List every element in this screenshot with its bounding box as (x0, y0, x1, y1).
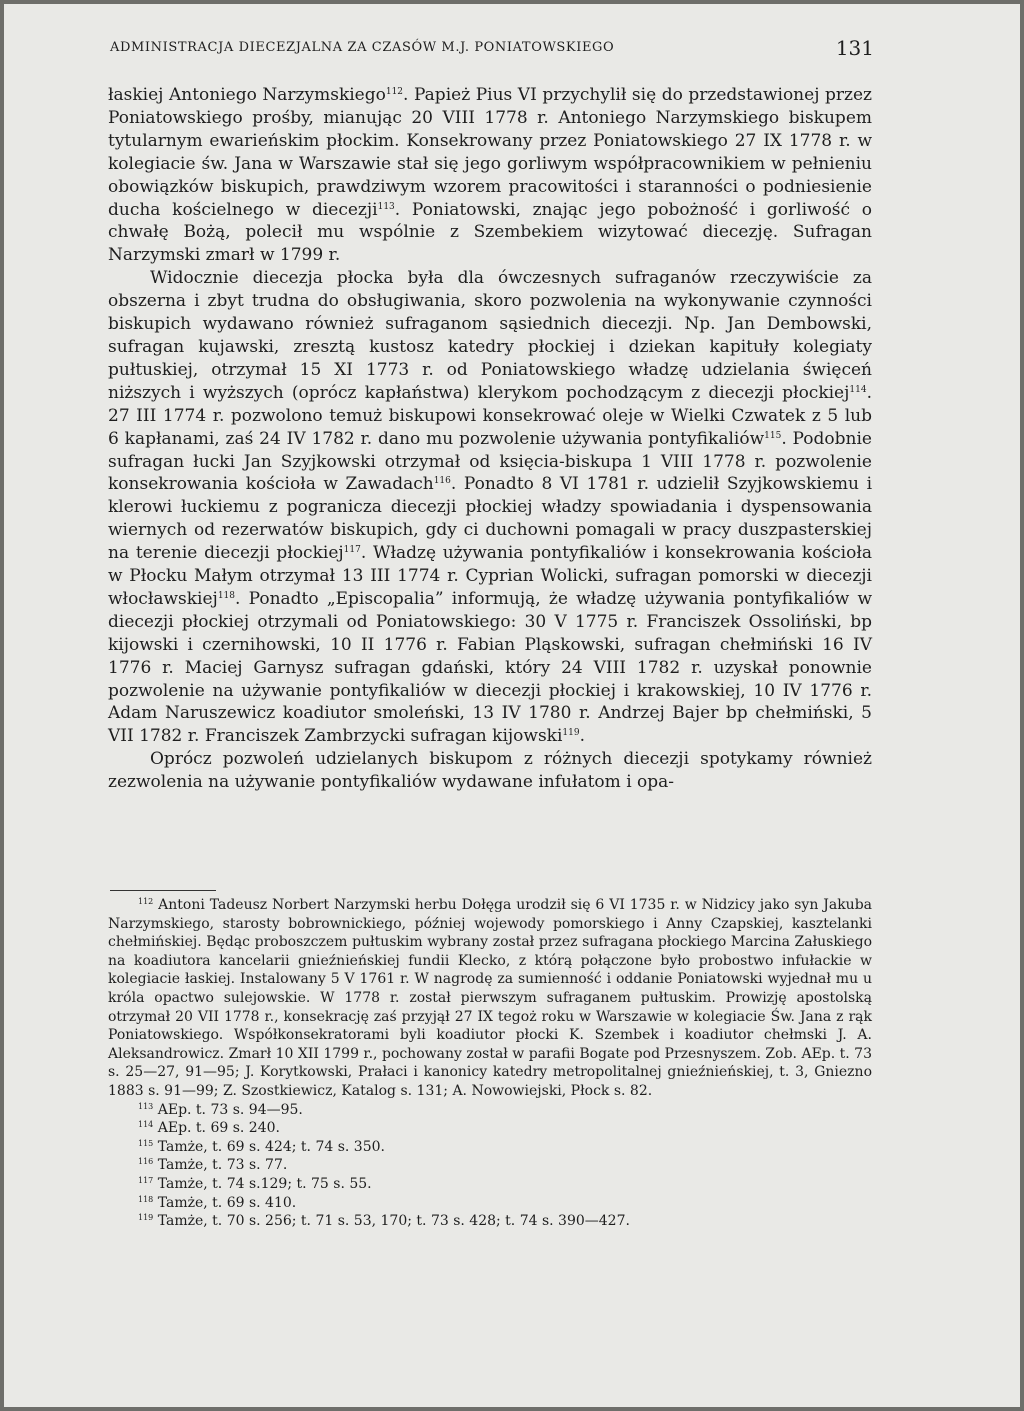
footnote-112 (108, 896, 872, 1101)
footnote-118 (108, 1194, 872, 1213)
footnote-116 (108, 1156, 872, 1175)
footnote-ref-119[interactable]: 119 (562, 728, 580, 739)
footnote-number: 115 (138, 1138, 154, 1148)
footnote-ref-118[interactable]: 118 (217, 590, 235, 601)
body-text (108, 84, 872, 794)
paragraph-2-text-c: . Podobnie sufragan łucki Jan Szyjkowski otrzymał od księcia-biskupa 1 VIII 1778 r. pozwolenie konsekrowania kościoła w Zawadach (108, 428, 872, 495)
footnote-number: 114 (138, 1120, 154, 1130)
paragraph-1 (108, 84, 872, 267)
page-header (108, 34, 876, 74)
footnote-text: AEp. t. 73 s. 94—95. (157, 1101, 303, 1118)
footnote-text: AEp. t. 69 s. 240. (157, 1120, 280, 1137)
paragraph-2-text-d: . Ponadto 8 VI 1781 r. udzielił Szyjkowskiemu i klerowi łuckiemu z pogranicza diecezji płockiej władzy spowiadania i dyspensowania wiernych od rezerwatów biskupich, gdy ci duchowni pomagali w pracy duszpasterskiej na terenie diecezji płockiej (108, 474, 873, 564)
footnote-text: Antoni Tadeusz Norbert Narzymski herbu Dołęga urodził się 6 VI 1735 r. w Nidzicy jako syn Jakuba Narzymskiego, starosty bobrownickiego, później wojewody pomorskiego i Anny Czapskiej, kasztelanki chełmińskiej. Będąc proboszczem pułtuskim wybrany został przez sufragana płockiego Marcina Załuskiego na koadiutora kancelarii gnieźnieńskiej fundii Klecko, z którą połączone było probostwo infułackie w kolegiacie łaskiej. Instalowany 5 V 1761 r. W nagrodę za sumienność i oddanie Poniatowski wyjednał mu u króla opactwo sulejowskie. W 1778 r. został pierwszym sufraganem pułtuskim. Prowizję apostolską otrzymał 20 VII 1778 r., konsekrację zaś przyjął 27 IX tegoż roku w Warszawie w kolegiacie Św. Jana z rąk Poniatowskiego. Współkonsekratorami byli koadiutor płocki K. Szembek i koadiutor chełmski J. A. Aleksandrowicz. Zmarł 10 XII 1799 r., pochowany został w parafii Bogate pod Przesnyszem. Zob. AEp. t. 73 s. 25—27, 91—95; J. Korytkowski, Prałaci i kanonicy katedry metropolitalnej gnieźnieńskiej, t. 3, Gniezno 1883 s. 91—99; Z. Szostkiewicz, Katalog s. 131; A. Nowowiejski, Płock s. 82. (108, 897, 873, 1099)
footnote-number: 118 (138, 1194, 154, 1204)
footnote-text: Tamże, t. 74 s.129; t. 75 s. 55. (157, 1175, 372, 1192)
paragraph-1-text-c: . Poniatowski, znając jego pobożność i gorliwość o chwałę Bożą, polecił mu wspólnie z Szembekiem wizytować diecezję. Sufragan Narzymski zmarł w 1799 r. (108, 199, 873, 266)
footnote-number: 113 (138, 1101, 154, 1111)
footnote-text: Tamże, t. 69 s. 424; t. 74 s. 350. (157, 1138, 385, 1155)
footnote-117 (108, 1175, 872, 1194)
paragraph-1-text-b: . Papież Pius VI przychylił się do przedstawionej przez Poniatowskiego prośby, mianując 20 VIII 1778 r. Antoniego Narzymskiego biskupem tytularnym ewarieńskim płockim. Konsekrowany przez Poniatowskiego 27 IX 1778 r. w kolegiacie św. Jana w Warszawie stał się jego gorliwym współpracownikiem w pełnieniu obowiązków biskupich, prawdziwym wzorem pracowitości i staranności o podniesienie ducha kościelnego w diecezji (108, 85, 872, 220)
footnote-ref-115[interactable]: 115 (764, 430, 782, 441)
paragraph-2-text-a: Widocznie diecezja płocka była dla ówczesnych sufraganów rzeczywiście za obszerna i zbyt trudna do obsługiwania, skoro pozwolenia na wykonywanie czynności biskupich wydawano również sufraganom sąsiednich diecezji. Np. Jan Dembowski, sufragan kujawski, zresztą kustosz katedry płockiej i dziekan kapituły kolegiaty pułtuskiej, otrzymał 15 XI 1773 r. od Poniatowskiego władzę udzielania święceń niższych i wyższych (oprócz kapłaństwa) klerykom pochodzącym z diecezji płockiej (108, 268, 872, 403)
footnote-115 (108, 1138, 872, 1157)
footnote-ref-117[interactable]: 117 (343, 545, 361, 556)
footnote-119 (108, 1212, 872, 1231)
paragraph-2-text-g: . (579, 726, 586, 747)
page-number: 131 (835, 36, 874, 60)
footnote-divider (110, 890, 216, 891)
paragraph-2 (108, 267, 872, 748)
paragraph-1-text-a: łaskiej Antoniego Narzymskiego (108, 85, 386, 105)
footnote-ref-114[interactable]: 114 (849, 384, 867, 395)
paragraph-2-text-e: . Władzę używania pontyfikaliów i konsekrowania kościoła w Płocku Małym otrzymał 13 III 1774 r. Cyprian Wolicki, sufragan pomorski w diecezji włocławskiej (108, 543, 872, 609)
footnote-number: 119 (138, 1213, 154, 1223)
footnote-ref-113[interactable]: 113 (377, 201, 395, 212)
paragraph-2-text-b: . 27 III 1774 r. pozwolono temuż biskupowi konsekrować oleje w Wielki Czwatek z 5 lub 6 kapłanami, zaś 24 IV 1782 r. dano mu pozwolenie używania pontyfikaliów (108, 382, 872, 449)
running-head: ADMINISTRACJA DIECEZJALNA ZA CZASÓW M.J. PONIATOWSKIEGO (110, 40, 615, 55)
footnote-text: Tamże, t. 73 s. 77. (157, 1157, 288, 1174)
footnote-number: 117 (138, 1175, 154, 1185)
footnote-number: 112 (138, 897, 154, 906)
footnote-text: Tamże, t. 69 s. 410. (157, 1194, 297, 1211)
paragraph-3: Oprócz pozwoleń udzielanych biskupom z różnych diecezji spotykamy również zezwolenia na używanie pontyfikaliów wydawane infułatom i opa- (108, 749, 872, 793)
footnote-text: Tamże, t. 70 s. 256; t. 71 s. 53, 170; t. 73 s. 428; t. 74 s. 390—427. (157, 1213, 630, 1230)
footnote-number: 116 (138, 1157, 154, 1167)
page-sheet (4, 4, 1020, 1407)
footnote-ref-112[interactable]: 112 (385, 87, 404, 97)
paragraph-2-text-f: . Ponadto „Episcopalia” informują, że władzę używania pontyfikaliów w diecezji płockiej otrzymali od Poniatowskiego: 30 V 1775 r. Franciszek Ossoliński, bp kijowski i czernihowski, 10 II 1776 r. Fabian Pląskowski, sufragan chełmiński 16 IV 1776 r. Maciej Garnysz sufragan gdański, który 24 VIII 1782 r. uzyskał ponownie pozwolenie na używanie pontyfikaliów w diecezji płockiej i krakowskiej, 10 IV 1776 r. Adam Naruszewicz koadiutor smoleński, 13 IV 1780 r. Andrzej Bajer bp chełmiński, 5 VII 1782 r. Franciszek Zambrzycki sufragan kijowski (108, 588, 872, 747)
footnote-114 (108, 1119, 872, 1138)
footnote-113 (108, 1101, 872, 1120)
footnote-ref-116[interactable]: 116 (433, 476, 451, 487)
footnotes (108, 896, 872, 1231)
